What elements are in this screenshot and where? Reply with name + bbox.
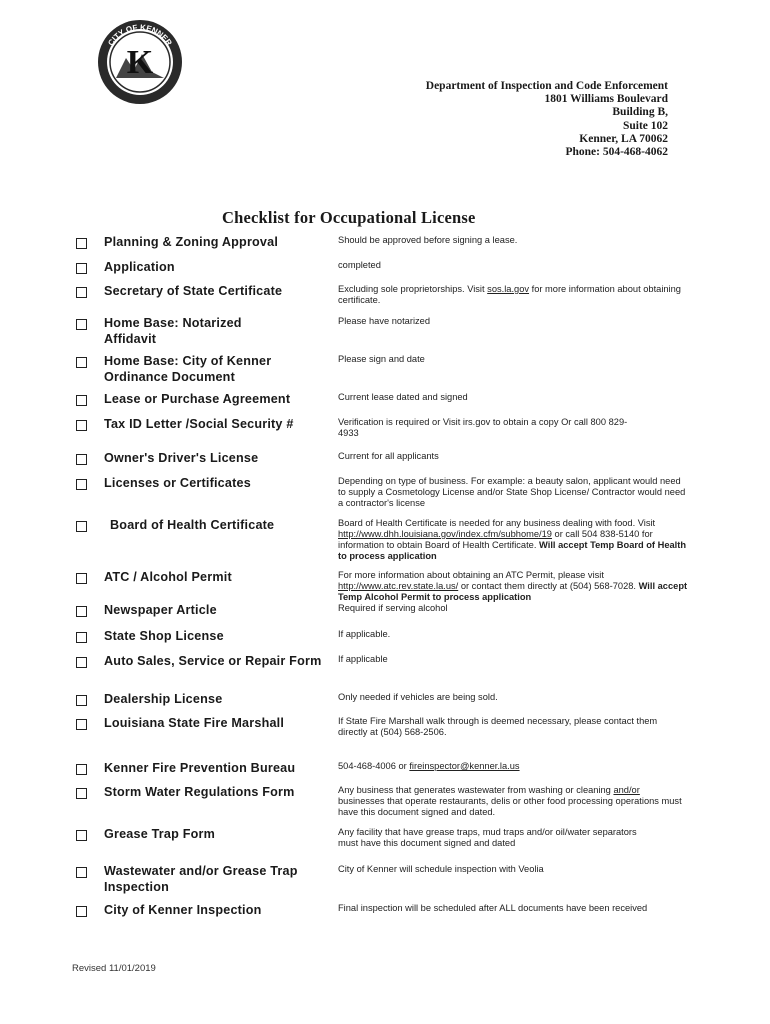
- checkbox[interactable]: [76, 319, 87, 330]
- item-note: Should be approved before signing a lease.: [338, 235, 518, 245]
- item-label: Louisiana State Fire Marshall: [104, 716, 285, 730]
- checkbox[interactable]: [76, 263, 87, 274]
- item-label: Storm Water Regulations Form: [104, 785, 295, 799]
- item-note: Required if serving alcohol: [338, 603, 448, 613]
- checkbox[interactable]: [76, 357, 87, 368]
- item-label: State Shop License: [104, 629, 224, 643]
- item-label: Wastewater and/or Grease Trap Inspection: [104, 864, 298, 894]
- item-label: Planning & Zoning Approval: [104, 235, 279, 249]
- item-label: Home Base: City of Kenner Ordinance Document: [104, 354, 272, 384]
- item-note: Excluding sole proprietorships. Visit sos.la.gov for more information about obtaining certificate.: [338, 284, 681, 305]
- page-title: Checklist for Occupational License: [222, 208, 476, 227]
- building: Building B,: [612, 106, 668, 119]
- item-note: 504-468-4006 or fireinspector@kenner.la.us: [338, 761, 520, 771]
- item-label: Board of Health Certificate: [110, 518, 275, 532]
- checkbox[interactable]: [76, 695, 87, 706]
- checkbox[interactable]: [76, 521, 87, 532]
- dhh-link[interactable]: http://www.dhh.louisiana.gov/index.cfm/subhome/19: [338, 529, 552, 539]
- item-note: Please sign and date: [338, 354, 425, 364]
- item-label: Auto Sales, Service or Repair Form: [104, 654, 322, 668]
- phone: Phone: 504-468-4062: [565, 146, 668, 159]
- checkbox[interactable]: [76, 867, 87, 878]
- item-note: Current for all applicants: [338, 451, 439, 461]
- city-state-zip: Kenner, LA 70062: [579, 132, 668, 145]
- checkbox[interactable]: [76, 719, 87, 730]
- checkbox[interactable]: [76, 788, 87, 799]
- item-note: Any facility that have grease traps, mud traps and/or oil/water separators must have this document signed and dated: [338, 827, 637, 848]
- item-note: For more information about obtaining an ATC Permit, please visit http://www.atc.rev.state.la.us/ or contact them directly at (504) 568-7028. Will accept Temp Alcohol Permit to process application: [338, 570, 688, 602]
- checkbox[interactable]: [76, 454, 87, 465]
- item-label: City of Kenner Inspection: [104, 903, 262, 917]
- item-note: completed: [338, 260, 381, 270]
- item-note: Depending on type of business. For example: a beauty salon, applicant would need to supply a Cosmetology License and/or State Shop License/ Contractor would need a contractor's license: [338, 476, 686, 508]
- seal-letter: K: [126, 44, 154, 81]
- item-label: Secretary of State Certificate: [104, 284, 283, 298]
- item-note: Board of Health Certificate is needed for any business dealing with food. Visit http://www.dhh.louisiana.gov/index.cfm/subhome/19 or call 504 838-5140 for information to obtain Board of Health Certificate. Will accept Temp Board of Health to process application: [338, 518, 687, 561]
- city-seal-icon: [96, 18, 184, 106]
- checkbox[interactable]: [76, 606, 87, 617]
- item-note: If applicable.: [338, 629, 391, 639]
- suite: Suite 102: [622, 119, 668, 132]
- atc-link[interactable]: http://www.atc.rev.state.la.us/: [338, 581, 459, 591]
- checkbox[interactable]: [76, 830, 87, 841]
- revised-date: Revised 11/01/2019: [72, 963, 156, 974]
- item-label: Lease or Purchase Agreement: [104, 392, 291, 406]
- item-label: Dealership License: [104, 692, 223, 706]
- item-label: Newspaper Article: [104, 603, 217, 617]
- sos-link[interactable]: sos.la.gov: [487, 284, 530, 294]
- checkbox[interactable]: [76, 479, 87, 490]
- department-name: Department of Inspection and Code Enforcement: [425, 80, 668, 92]
- item-label: Home Base: Notarized Affidavit: [104, 316, 242, 346]
- item-note: If applicable: [338, 654, 388, 664]
- checkbox[interactable]: [76, 906, 87, 917]
- item-note: Please have notarized: [338, 316, 430, 326]
- item-label: Owner's Driver's License: [104, 451, 259, 465]
- checkbox[interactable]: [76, 287, 87, 298]
- item-note: Final inspection will be scheduled after ALL documents have been received: [338, 903, 648, 913]
- item-note: If State Fire Marshall walk through is deemed necessary, please contact them directly at (504) 568-2506.: [338, 716, 658, 737]
- street-address: 1801 Williams Boulevard: [544, 93, 668, 106]
- item-label: Application: [104, 260, 175, 274]
- checkbox[interactable]: [76, 420, 87, 431]
- item-note: Verification is required or Visit irs.gov to obtain a copy Or call 800 829-4933: [338, 417, 628, 438]
- department-address: [426, 80, 668, 159]
- checkbox[interactable]: [76, 573, 87, 584]
- item-label: Kenner Fire Prevention Bureau: [104, 761, 296, 775]
- item-note: Current lease dated and signed: [338, 392, 468, 402]
- item-label: Tax ID Letter /Social Security #: [104, 417, 294, 431]
- seal-text: CITY OF KENNER: [106, 22, 174, 48]
- and-or-link: and/or: [613, 785, 640, 795]
- checkbox[interactable]: [76, 238, 87, 249]
- checkbox[interactable]: [76, 764, 87, 775]
- checkbox[interactable]: [76, 395, 87, 406]
- item-label: ATC / Alcohol Permit: [104, 570, 232, 584]
- item-note: Any business that generates wastewater from washing or cleaning and/or businesses that operate restaurants, delis or other food processing operations must have this document signed and dated.: [338, 785, 682, 817]
- fire-inspector-email[interactable]: fireinspector@kenner.la.us: [409, 761, 520, 771]
- checkbox[interactable]: [76, 632, 87, 643]
- item-note: City of Kenner will schedule inspection with Veolia: [338, 864, 544, 874]
- checkbox[interactable]: [76, 657, 87, 668]
- item-label: Grease Trap Form: [104, 827, 215, 841]
- item-note: Only needed if vehicles are being sold.: [338, 692, 498, 702]
- item-label: Licenses or Certificates: [104, 476, 251, 490]
